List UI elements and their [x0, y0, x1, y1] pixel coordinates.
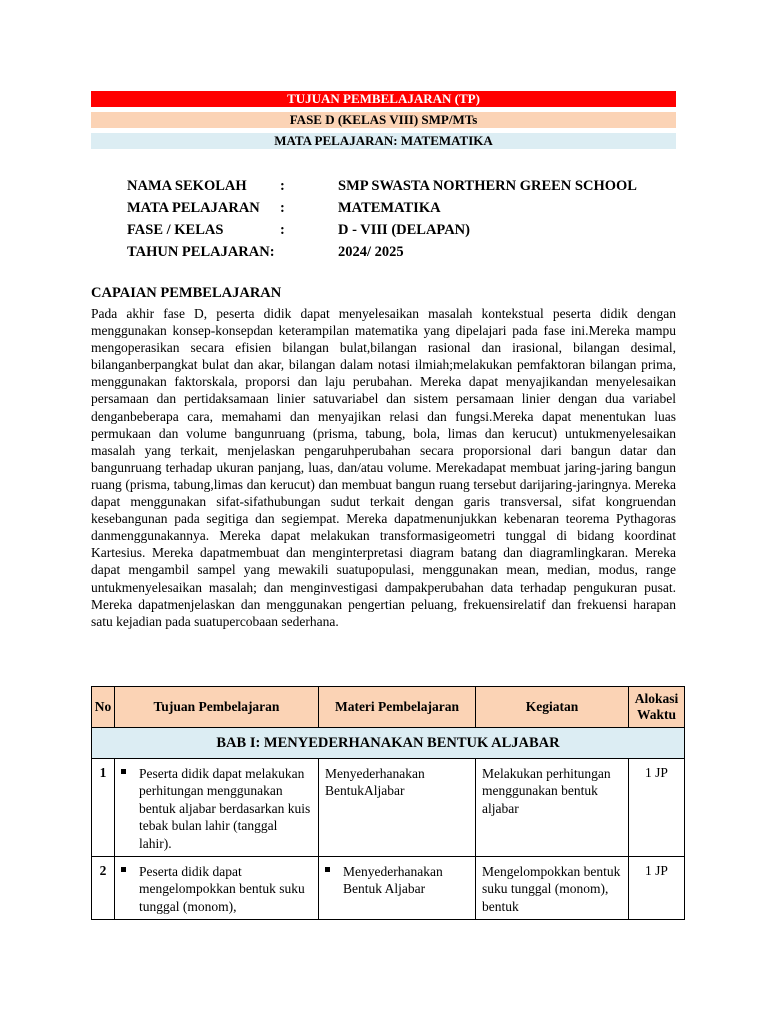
- capaian-paragraph: Pada akhir fase D, peserta didik dapat menyelesaikan masalah kontekstual peserta didik dengan menggunakan konsep-konsepdan keterampilan matematika yang dipelajari pada fase ini.Mereka mampu mengoperasikan secara efisien bilangan bulat,bilangan rasional dan irasional, bilangan desimal, bilanganberpangkat bulat dan akar, bilangan dalam notasi ilmiah;melakukan pemfaktoran bilangan prima, menggunakan faktorskala, proporsi dan laju perubahan. Mereka dapat menyajikandan menyelesaikan persamaan dan pertidaksamaan linier satuvariabel dan sistem persamaan linier dengan dua variabel denganbeberapa cara, memahami dan menyajikan relasi dan fungsi.Mereka dapat menentukan luas permukaan dan volume bangunruang (prisma, tabung, bola, limas dan kerucut) untukmenyelesaikan masalah yang terkait, menjelaskan pengaruhperubahan secara proporsional dari bangun datar dan bangunruang terhadap ukuran panjang, luas, dan/atau volume. Merekadapat membuat jaring-jaring bangun ruang (prisma, tabung,limas dan kerucut) dan membuat bangun ruang tersebut darijaring-jaringnya. Mereka dapat menggunakan sifat-sifathubungan sudut terkait dengan garis transversal, sifat kongruendan kesebangunan pada segitiga dan segiempat. Mereka dapatmenunjukkan kebenaran teorema Pythagoras danmenggunakannya. Mereka dapat melakukan transformasigeometri tunggal di bidang koordinat Kartesius. Mereka dapatmembuat dan menginterpretasi diagram batang dan diagramlingkaran. Mereka dapat mengambil sampel yang mewakili suatupopulasi, menggunakan mean, median, modus, range untukmenyelesaikan masalah; dan menginvestigasi dampakperubahan data terhadap pengukuran pusat. Mereka dapatmenjelaskan dan menggunakan pengertian peluang, frekuensirelatif dan frekuensi harapan satu kejadian pada suatupercobaan sederhana.: [91, 306, 676, 629]
- info-label: MATA PELAJARAN: [127, 200, 260, 216]
- kegiatan-text: Melakukan perhitungan menggunakan bentuk aljabar: [482, 766, 611, 816]
- header-kegiatan: Kegiatan: [476, 687, 629, 728]
- row-materi: [319, 759, 476, 857]
- info-row-mata-pelajaran: [127, 197, 687, 219]
- info-colon: :: [280, 222, 285, 238]
- row-number: 2: [92, 857, 115, 920]
- header-tujuan: Tujuan Pembelajaran: [115, 687, 319, 728]
- bullet-icon: [121, 769, 126, 774]
- banner-mata-pelajaran: MATA PELAJARAN: MATEMATIKA: [91, 133, 676, 149]
- row-kegiatan: [476, 759, 629, 857]
- info-value: SMP SWASTA NORTHERN GREEN SCHOOL: [338, 178, 637, 194]
- info-label: NAMA SEKOLAH: [127, 178, 247, 194]
- capaian-heading: CAPAIAN PEMBELAJARAN: [91, 285, 282, 301]
- info-label: FASE / KELAS: [127, 222, 224, 238]
- row-materi: [319, 857, 476, 920]
- bullet-icon: [325, 867, 330, 872]
- banner-fase: FASE D (KELAS VIII) SMP/MTs: [91, 112, 676, 128]
- info-row-fase-kelas: [127, 219, 687, 241]
- info-value: D - VIII (DELAPAN): [338, 222, 470, 238]
- row-alokasi: 1 JP: [629, 759, 685, 857]
- table-row: [92, 759, 685, 857]
- row-alokasi: 1 JP: [629, 857, 685, 920]
- header-materi: Materi Pembelajaran: [319, 687, 476, 728]
- table-section-row: [92, 728, 685, 759]
- header-alokasi: Alokasi Waktu: [629, 687, 685, 728]
- bullet-icon: [121, 867, 126, 872]
- school-info-block: [127, 175, 687, 263]
- kegiatan-text: Mengelompokkan bentuk suku tunggal (monom), bentuk: [482, 864, 621, 914]
- materi-text: Menyederhanakan Bentuk Aljabar: [343, 864, 443, 897]
- info-row-tahun-pelajaran: [127, 241, 687, 263]
- info-colon: :: [280, 178, 285, 194]
- info-label: TAHUN PELAJARAN:: [127, 244, 275, 260]
- row-tujuan: [115, 759, 319, 857]
- header-no: No: [92, 687, 115, 728]
- tujuan-text: Peserta didik dapat melakukan perhitungan menggunakan bentuk aljabar berdasarkan kuis tebak bulan lahir (tanggal lahir).: [139, 766, 311, 851]
- materi-text: Menyederhanakan BentukAljabar: [325, 766, 425, 799]
- row-tujuan: [115, 857, 319, 920]
- row-number: 1: [92, 759, 115, 857]
- info-colon: :: [280, 200, 285, 216]
- tujuan-pembelajaran-table: [91, 686, 685, 920]
- banner-tujuan-pembelajaran: TUJUAN PEMBELAJARAN (TP): [91, 91, 676, 107]
- section-title: BAB I: MENYEDERHANAKAN BENTUK ALJABAR: [92, 728, 685, 759]
- info-value: 2024/ 2025: [338, 244, 404, 260]
- info-value: MATEMATIKA: [338, 200, 441, 216]
- info-row-nama-sekolah: [127, 175, 687, 197]
- table-header-row: [92, 687, 685, 728]
- table-row: [92, 857, 685, 920]
- tujuan-text: Peserta didik dapat mengelompokkan bentuk suku tunggal (monom),: [139, 864, 305, 914]
- row-kegiatan: [476, 857, 629, 920]
